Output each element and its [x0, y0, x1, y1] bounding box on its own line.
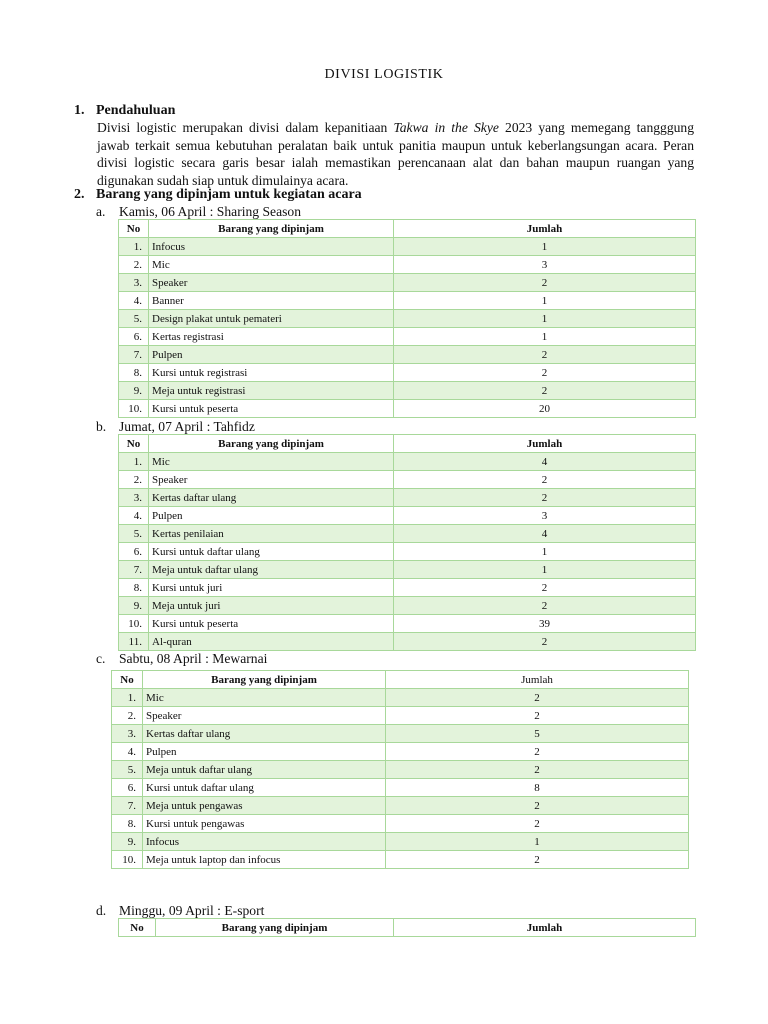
- intro-event-name: Takwa in the Skye: [393, 120, 499, 135]
- row-quantity: 4: [394, 453, 696, 471]
- row-quantity: 2: [386, 815, 689, 833]
- row-item-name: Mic: [143, 689, 386, 707]
- row-item-name: Kursi untuk peserta: [149, 615, 394, 633]
- row-item-name: Al-quran: [149, 633, 394, 651]
- row-number: 7.: [112, 797, 143, 815]
- items-table-b: [118, 434, 696, 651]
- table-row: [112, 761, 689, 779]
- table-row: [119, 597, 696, 615]
- row-quantity: 4: [394, 525, 696, 543]
- row-number: 8.: [119, 579, 149, 597]
- row-number: 6.: [112, 779, 143, 797]
- row-quantity: 2: [394, 579, 696, 597]
- table-row: [119, 489, 696, 507]
- row-item-name: Infocus: [143, 833, 386, 851]
- row-quantity: 2: [394, 471, 696, 489]
- row-item-name: Banner: [149, 292, 394, 310]
- table-row: [119, 579, 696, 597]
- row-item-name: Meja untuk pengawas: [143, 797, 386, 815]
- col-header-qty: Jumlah: [394, 220, 696, 238]
- section-number: 1.: [74, 103, 85, 118]
- row-number: 6.: [119, 328, 149, 346]
- col-header-qty: Jumlah: [394, 919, 696, 937]
- row-item-name: Design plakat untuk pemateri: [149, 310, 394, 328]
- items-table-d: [118, 918, 696, 937]
- row-item-name: Kursi untuk daftar ulang: [149, 543, 394, 561]
- row-number: 1.: [119, 453, 149, 471]
- row-number: 4.: [119, 292, 149, 310]
- row-item-name: Meja untuk daftar ulang: [143, 761, 386, 779]
- row-quantity: 2: [394, 597, 696, 615]
- event-letter: c.: [96, 651, 106, 666]
- table-row: [119, 525, 696, 543]
- section-heading-barang: [74, 187, 362, 203]
- row-quantity: 2: [394, 346, 696, 364]
- row-number: 1.: [112, 689, 143, 707]
- section-number: 2.: [74, 187, 85, 202]
- row-number: 2.: [119, 471, 149, 489]
- intro-text-end: 2023 yang memegang tangggung jawab terkait semua kebutuhan peralatan baik untuk panitia maupun untuk keberlangsungan acara. Peran divisi logistic secara garis besar ialah memastikan perencanaan alat dan bahan maupun ruangan yang digunakan sudah siap untuk dimulainya acara.: [97, 120, 695, 188]
- table-row: [119, 256, 696, 274]
- page-title: DIVISI LOGISTIK: [324, 67, 444, 82]
- table-row: [119, 633, 696, 651]
- row-number: 9.: [119, 597, 149, 615]
- table-row: [119, 292, 696, 310]
- col-header-item: Barang yang dipinjam: [156, 919, 394, 937]
- table-row: [119, 274, 696, 292]
- row-quantity: 8: [386, 779, 689, 797]
- row-item-name: Meja untuk juri: [149, 597, 394, 615]
- table-row: [119, 471, 696, 489]
- row-quantity: 1: [394, 238, 696, 256]
- row-number: 3.: [119, 489, 149, 507]
- row-quantity: 2: [394, 382, 696, 400]
- row-item-name: Speaker: [143, 707, 386, 725]
- event-letter: a.: [96, 204, 106, 219]
- col-header-qty: Jumlah: [394, 435, 696, 453]
- table-row: [119, 364, 696, 382]
- row-item-name: Kertas daftar ulang: [149, 489, 394, 507]
- row-quantity: 2: [386, 761, 689, 779]
- row-item-name: Speaker: [149, 471, 394, 489]
- intro-paragraph: [97, 119, 694, 189]
- table-row: [119, 238, 696, 256]
- table-row: [119, 346, 696, 364]
- col-header-no: No: [119, 919, 156, 937]
- table-row: [119, 310, 696, 328]
- row-number: 7.: [119, 346, 149, 364]
- row-quantity: 1: [394, 292, 696, 310]
- row-number: 3.: [119, 274, 149, 292]
- table-row: [112, 707, 689, 725]
- col-header-item: Barang yang dipinjam: [143, 671, 386, 689]
- table-row: [112, 851, 689, 869]
- row-quantity: 2: [386, 797, 689, 815]
- row-quantity: 2: [386, 707, 689, 725]
- row-quantity: 2: [394, 489, 696, 507]
- row-number: 4.: [112, 743, 143, 761]
- row-item-name: Kertas penilaian: [149, 525, 394, 543]
- row-number: 9.: [119, 382, 149, 400]
- table-row: [119, 400, 696, 418]
- row-quantity: 2: [386, 743, 689, 761]
- row-quantity: 3: [394, 256, 696, 274]
- section-heading-pendahuluan: [74, 103, 175, 119]
- col-header-no: No: [119, 435, 149, 453]
- row-item-name: Mic: [149, 256, 394, 274]
- section-title: Barang yang dipinjam untuk kegiatan acara: [96, 187, 362, 202]
- row-number: 8.: [112, 815, 143, 833]
- row-item-name: Pulpen: [149, 507, 394, 525]
- row-quantity: 1: [386, 833, 689, 851]
- row-quantity: 39: [394, 615, 696, 633]
- row-item-name: Kursi untuk pengawas: [143, 815, 386, 833]
- row-item-name: Meja untuk daftar ulang: [149, 561, 394, 579]
- table-row: [112, 833, 689, 851]
- row-number: 10.: [119, 615, 149, 633]
- row-item-name: Kursi untuk daftar ulang: [143, 779, 386, 797]
- table-row: [112, 725, 689, 743]
- row-number: 6.: [119, 543, 149, 561]
- col-header-qty: Jumlah: [386, 671, 689, 689]
- table-row: [112, 689, 689, 707]
- table-row: [119, 328, 696, 346]
- row-item-name: Kertas registrasi: [149, 328, 394, 346]
- row-quantity: 1: [394, 561, 696, 579]
- event-label: Minggu, 09 April : E-sport: [119, 903, 265, 918]
- event-heading-a: [96, 204, 301, 220]
- row-number: 3.: [112, 725, 143, 743]
- row-number: 2.: [119, 256, 149, 274]
- row-number: 8.: [119, 364, 149, 382]
- table-row: [112, 815, 689, 833]
- table-row: [112, 743, 689, 761]
- row-number: 4.: [119, 507, 149, 525]
- event-label: Jumat, 07 April : Tahfidz: [119, 419, 255, 434]
- table-row: [119, 561, 696, 579]
- row-number: 5.: [119, 525, 149, 543]
- row-quantity: 1: [394, 543, 696, 561]
- row-number: 5.: [112, 761, 143, 779]
- row-number: 9.: [112, 833, 143, 851]
- event-label: Sabtu, 08 April : Mewarnai: [119, 651, 268, 666]
- row-quantity: 1: [394, 328, 696, 346]
- row-number: 10.: [119, 400, 149, 418]
- event-heading-b: [96, 419, 255, 435]
- row-item-name: Pulpen: [143, 743, 386, 761]
- table-row: [119, 507, 696, 525]
- intro-text-start: Divisi logistic merupakan divisi dalam kepanitiaan: [97, 120, 394, 135]
- row-number: 7.: [119, 561, 149, 579]
- items-table-a: [118, 219, 696, 418]
- row-number: 2.: [112, 707, 143, 725]
- event-heading-d: [96, 903, 264, 919]
- row-number: 11.: [119, 633, 149, 651]
- table-row: [119, 615, 696, 633]
- row-item-name: Pulpen: [149, 346, 394, 364]
- row-quantity: 2: [394, 364, 696, 382]
- row-item-name: Kursi untuk registrasi: [149, 364, 394, 382]
- items-table-c: [111, 670, 689, 869]
- row-number: 5.: [119, 310, 149, 328]
- event-letter: d.: [96, 903, 107, 918]
- row-item-name: Infocus: [149, 238, 394, 256]
- row-quantity: 1: [394, 310, 696, 328]
- col-header-no: No: [112, 671, 143, 689]
- col-header-item: Barang yang dipinjam: [149, 435, 394, 453]
- col-header-no: No: [119, 220, 149, 238]
- row-quantity: 20: [394, 400, 696, 418]
- row-item-name: Speaker: [149, 274, 394, 292]
- event-letter: b.: [96, 419, 107, 434]
- row-number: 10.: [112, 851, 143, 869]
- row-quantity: 2: [394, 274, 696, 292]
- row-item-name: Kursi untuk juri: [149, 579, 394, 597]
- row-item-name: Meja untuk registrasi: [149, 382, 394, 400]
- row-item-name: Kursi untuk peserta: [149, 400, 394, 418]
- row-item-name: Mic: [149, 453, 394, 471]
- row-item-name: Kertas daftar ulang: [143, 725, 386, 743]
- col-header-item: Barang yang dipinjam: [149, 220, 394, 238]
- event-heading-c: [96, 651, 267, 667]
- table-row: [119, 382, 696, 400]
- row-quantity: 3: [394, 507, 696, 525]
- section-title: Pendahuluan: [96, 103, 176, 118]
- row-item-name: Meja untuk laptop dan infocus: [143, 851, 386, 869]
- table-row: [119, 453, 696, 471]
- row-quantity: 2: [386, 689, 689, 707]
- row-quantity: 5: [386, 725, 689, 743]
- row-quantity: 2: [394, 633, 696, 651]
- table-row: [112, 779, 689, 797]
- event-label: Kamis, 06 April : Sharing Season: [119, 204, 301, 219]
- row-quantity: 2: [386, 851, 689, 869]
- table-row: [119, 543, 696, 561]
- table-row: [112, 797, 689, 815]
- row-number: 1.: [119, 238, 149, 256]
